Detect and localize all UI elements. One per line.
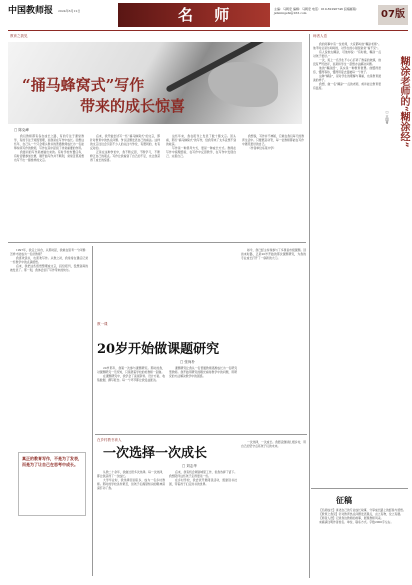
middle-title: 20岁开始做课题研究 (97, 342, 220, 357)
paragraph: 我最初的写作是被逼出来的。有时学校布置任务，有时需要参加比赛，刚开始写作并不顺利，常常苦思冥想也写不出一篇像样的文章。 (14, 150, 84, 162)
left-lower-column (10, 248, 88, 444)
paragraph: 他的“糊涂经”，其实是一种教育智慧。他懂得宽容，懂得等待，懂得用爱去温暖每一个孩子。 (313, 66, 381, 74)
paragraph: 有人说他太糊涂，可他却说：“有时候，糊涂一点对孩子更好。” (313, 50, 381, 58)
main-title-line1: “捅马蜂窝式”写作 (22, 76, 145, 94)
side-title: 糊涂老师的“糊涂经” (398, 56, 409, 148)
paragraph: 我的同事中有一位老师，大家都叫他“糊涂老师”。他平时总是乐呵呵的，对学生的小错误常常“看不见”。 (313, 42, 381, 50)
main-column-2 (90, 134, 160, 238)
paragraph: 大学毕业时，我选择回到家乡，成为一名乡村教师。那时的学校条件艰苦，但孩子们渴望知识的眼神深深打动了我。 (97, 478, 165, 490)
newspaper-logo: 中国教师报 (8, 6, 54, 16)
pull-quote: 真正的教育写作，不是为了发表，而是为了让自己在思考中成长。 (22, 456, 82, 467)
middle-article-tag: 教一课 (97, 322, 108, 326)
side-column-text (313, 42, 381, 482)
paragraph: 写作是一种思考方式，更是一种成长方式。教师在写作中梳理经验，在写作中反思教学，在写作中发现自己、完善自己。 (166, 146, 236, 158)
column-divider (92, 246, 93, 576)
paragraph: 我喜欢读书，也喜欢写作。从教之初，我常常在课后记录一些教学中的点滴感悟。 (10, 256, 88, 264)
paragraph: 20岁那年，我第一次参与课题研究。那时的我，对课题研究一无所知，只是跟着学校的老教师一起做。 (97, 366, 165, 374)
column-divider (309, 34, 310, 578)
side-tag: 师者人语 (313, 34, 327, 38)
paragraph: 来稿请注明作者姓名、单位、联系方式。字数2000字左右。 (319, 520, 394, 524)
paragraph: 后来，我有机会调到城里工作，但我选择了留下。我想陪伴这些孩子走得更远一些。 (169, 470, 237, 478)
paragraph: 从教二十余年，我做过很多次选择。每一次选择，都让我获得了一次成长。 (97, 470, 165, 478)
header-rule (8, 30, 408, 31)
section-title: 名 师 (178, 6, 238, 24)
lower-byline: □ 刘志华 (182, 464, 197, 468)
paragraph: 【教育之我见】针对教育热点问题发表观点，言之有物，论之有据。 (319, 512, 403, 516)
paragraph: 后来，我开始尝试写一些“捅马蜂窝式”的文章，即针对教育中的热点问题、争议话题发表自己的看法。这样的文章往往会引起不少人的关注与争论，有赞同的，也有反对的。 (90, 134, 160, 150)
paragraph: 一次选择，一次成长。我愿意继续扎根乡村，用自己的坚守点亮孩子们的未来。 (241, 440, 306, 448)
paragraph: 这些年来，我在报刊上发表了数十篇文章。回头看，那些“捅马蜂窝式”的写作，给我带来了太多意想不到的收获。 (166, 134, 236, 146)
section-divider (8, 242, 306, 243)
issue-date: 2024年6月12日 (58, 9, 81, 13)
lower-title: 一次选择一次成长 (103, 446, 208, 461)
hand-illustration (208, 62, 278, 107)
paragraph: 这种“糊涂”，是对学生的理解与尊重，也是教育最美的样子。 (313, 74, 381, 82)
main-byline: □ 陈克峰 (14, 128, 29, 132)
paragraph: 正是在这种争论中，我不断反思，不断学习，不断修正自己的观点。写作让我看到了自己的不足，也让我获得了成长的惊喜。 (90, 150, 160, 162)
lower-article-tag: 在乡村教书育人 (97, 438, 122, 442)
paragraph: 我们教师都有各自成长之路，有的专注于课堂教学，有的专注于班级管理，而我是在写作中成长。回想这些年，自己从一个只会埋头教书的普通教师成长为一名能够持续写作的教师，写作在其中起到了非常重要的作用。 (14, 134, 84, 150)
paragraph: 【师者人语】记录身边教师的故事，展现教师风采。 (319, 516, 384, 520)
lower-column-2 (169, 470, 237, 578)
paragraph: 【名师成长】讲述自己的专业成长故事，分享成长路上的经验与感悟。 (319, 508, 406, 512)
page-number: 07版 (378, 5, 408, 25)
paragraph: 后来，我把这些感悟整理成文章，投给报刊，没想到真的被发表了。那一刻，我体会到了写作带来的快乐。 (10, 264, 88, 272)
main-column-3 (166, 134, 236, 238)
middle-column-1 (97, 366, 165, 430)
call-for-papers-text (313, 508, 407, 580)
middle-byline: □ 张尚朴 (180, 360, 195, 364)
main-column-4 (242, 134, 304, 238)
paragraph: 1997年，我走上讲台，从那时起，我就在思考一个问题：怎样才能成为一名好教师？ (10, 248, 88, 256)
author-note: （作者单位系某中学） (248, 146, 276, 150)
call-for-papers-title: 征稿 (336, 495, 352, 505)
main-article-tag: 教育之我见 (10, 34, 28, 38)
section-divider (95, 434, 307, 435)
main-title-line2: 带来的成长惊喜 (80, 97, 186, 115)
paragraph: 我想，做一名“糊涂”一点的老师，或许能让教育更有温度。 (313, 82, 381, 90)
middle-column-2 (169, 366, 237, 430)
paragraph: 课题研究让我从一名普通教师逐渐成长为一名研究型教师。我开始用研究的眼光看待教学中的问题，用研究的方法解决教学中的困惑。 (169, 366, 237, 378)
paragraph: 一次，班上一名学生不小心打碎了教室的玻璃，他没有严厉批评，而是和学生一起想办法解决问题。 (313, 58, 381, 66)
side-byline: □ 王国青 (385, 110, 389, 124)
main-column-1 (14, 134, 84, 238)
paragraph: 我想说，写作并不神秘，它就在我们每天的教育生活中。只要愿意动笔，每一位教师都能在写作中遇见更好的自己。 (242, 134, 304, 146)
paragraph: 在课题研究中，我学会了查阅资料、设计方案、收集数据、撰写报告。每一个环节都让我受益匪浅。 (97, 374, 165, 382)
paragraph: 在乡村学校，我尝试开展阅读活动，组建读书社团，带着孩子们走进书的世界。 (169, 478, 237, 486)
editor-info: 主编：马朝宏 编辑：马朝宏 电话：010-82296746 投稿邮箱：jshmingshi@163.com (274, 7, 359, 15)
middle-column-3 (241, 248, 306, 430)
section-divider (311, 488, 408, 489)
lower-column-1 (97, 470, 165, 578)
lower-column-3 (241, 440, 306, 578)
paragraph: 如今，我已经主持和参与了多项省市级课题。回首来时路，正是20岁开始的那次课题研究，为我的专业成长打开了一扇新的大门。 (241, 248, 306, 260)
